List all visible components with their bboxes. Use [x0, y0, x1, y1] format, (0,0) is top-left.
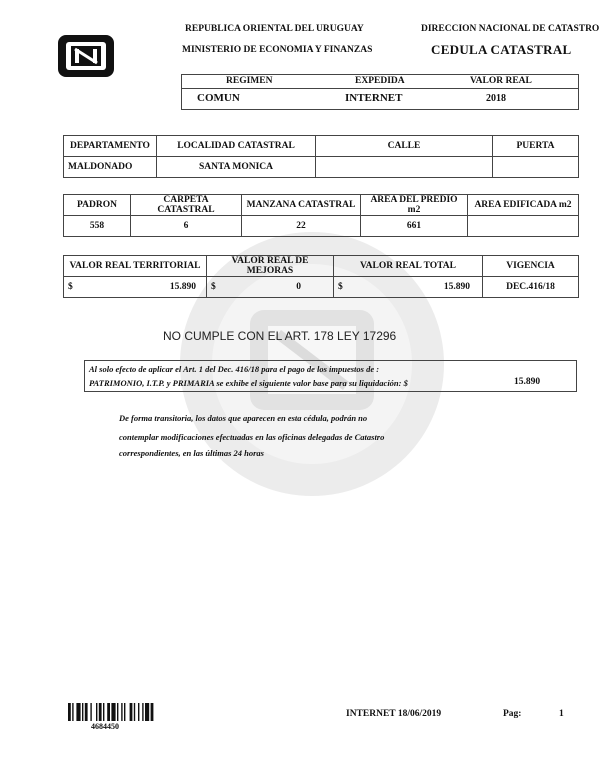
carpeta-label: CARPETA CATASTRAL: [131, 195, 242, 216]
valor-real-label: VALOR REAL: [470, 76, 532, 86]
barcode-bar: [68, 703, 71, 721]
page-number: 1: [559, 709, 564, 719]
area-edificada-label: AREA EDIFICADA m2: [468, 195, 579, 216]
issued-date: INTERNET 18/06/2019: [346, 709, 442, 719]
header-direccion: DIRECCION NACIONAL DE CATASTRO: [421, 24, 600, 34]
padron-label: PADRON: [64, 195, 131, 216]
mejoras-currency: $: [211, 282, 216, 292]
carpeta-value: 6: [131, 216, 242, 237]
total-value: 15.890: [443, 282, 470, 292]
total-currency: $: [338, 282, 343, 292]
note-line-1: De forma transitoria, los datos que aparecen en esta cédula, podrán no: [119, 413, 368, 423]
territorial-currency: $: [68, 282, 73, 292]
base-value: 15.890: [514, 377, 541, 387]
base-line-2: PATRIMONIO, I.T.P. y PRIMARIA se exhibe el siguiente valor base para su liquidación: $: [89, 378, 408, 388]
expedida-label: EXPEDIDA: [355, 76, 405, 86]
barcode-icon: [68, 703, 188, 721]
barcode-bar: [99, 703, 102, 721]
barcode-bar: [145, 703, 149, 721]
barcode-bar: [107, 703, 110, 721]
total-label: VALOR REAL TOTAL: [334, 256, 483, 277]
departamento-label: DEPARTAMENTO: [64, 136, 157, 157]
mejoras-label: VALOR REAL DE MEJORAS: [207, 256, 334, 277]
territorial-cell: [64, 277, 207, 298]
vigencia-label: VIGENCIA: [483, 256, 579, 277]
departamento-value: MALDONADO: [64, 157, 157, 178]
localidad-value: SANTA MONICA: [157, 157, 316, 178]
manzana-value: 22: [242, 216, 361, 237]
mejoras-cell: [207, 277, 334, 298]
barcode-bar: [96, 703, 97, 721]
barcode-bar: [151, 703, 154, 721]
regimen-value: COMUN: [197, 92, 240, 104]
calle-label: CALLE: [316, 136, 493, 157]
barcode-bar: [111, 703, 115, 721]
catastro-logo-icon: [57, 34, 115, 78]
mejoras-value: 0: [296, 282, 301, 292]
expedida-value: INTERNET: [345, 92, 403, 104]
valores-table: [63, 255, 579, 298]
note-line-3: correspondientes, en las últimas 24 horas: [119, 448, 264, 458]
page-label: Pag:: [503, 709, 522, 719]
area-edificada-value: [468, 216, 579, 237]
barcode-bar: [130, 703, 133, 721]
total-cell: [334, 277, 483, 298]
barcode-bar: [72, 703, 73, 721]
barcode-bar: [134, 703, 135, 721]
barcode-number: 4684450: [91, 722, 119, 731]
barcode-bar: [124, 703, 125, 721]
barcode-bar: [85, 703, 88, 721]
barcode-bar: [103, 703, 104, 721]
header-ministerio: MINISTERIO DE ECONOMIA Y FINANZAS: [182, 45, 373, 55]
document-title: CEDULA CATASTRAL: [431, 42, 572, 57]
puerta-value: [493, 157, 579, 178]
vigencia-value: DEC.416/18: [483, 277, 579, 298]
header-republica: REPUBLICA ORIENTAL DEL URUGUAY: [185, 24, 364, 34]
regimen-label: REGIMEN: [226, 76, 273, 86]
padron-table: [63, 194, 579, 237]
barcode-bar: [76, 703, 80, 721]
location-table: [63, 135, 579, 178]
manzana-label: MANZANA CATASTRAL: [242, 195, 361, 216]
territorial-value: 15.890: [169, 282, 196, 292]
regimen-divider: [181, 88, 579, 89]
calle-value: [316, 157, 493, 178]
base-line-1: Al solo efecto de aplicar el Art. 1 del Dec. 416/18 para el pago de los impuestos de :: [89, 364, 380, 374]
barcode-bar: [121, 703, 122, 721]
puerta-label: PUERTA: [493, 136, 579, 157]
localidad-label: LOCALIDAD CATASTRAL: [157, 136, 316, 157]
territorial-label: VALOR REAL TERRITORIAL: [64, 256, 207, 277]
barcode-bar: [142, 703, 143, 721]
barcode-bar: [90, 703, 91, 721]
valor-real-year: 2018: [486, 93, 506, 104]
barcode-bar: [82, 703, 83, 721]
area-predio-value: 661: [361, 216, 468, 237]
area-predio-label: AREA DEL PREDIO m2: [361, 195, 468, 216]
barcode-bar: [117, 703, 118, 721]
warning-text: NO CUMPLE CON EL ART. 178 LEY 17296: [163, 329, 397, 343]
barcode-bar: [138, 703, 139, 721]
note-line-2: contemplar modificaciones efectuadas en las oficinas delegadas de Catastro: [119, 432, 385, 442]
padron-value: 558: [64, 216, 131, 237]
